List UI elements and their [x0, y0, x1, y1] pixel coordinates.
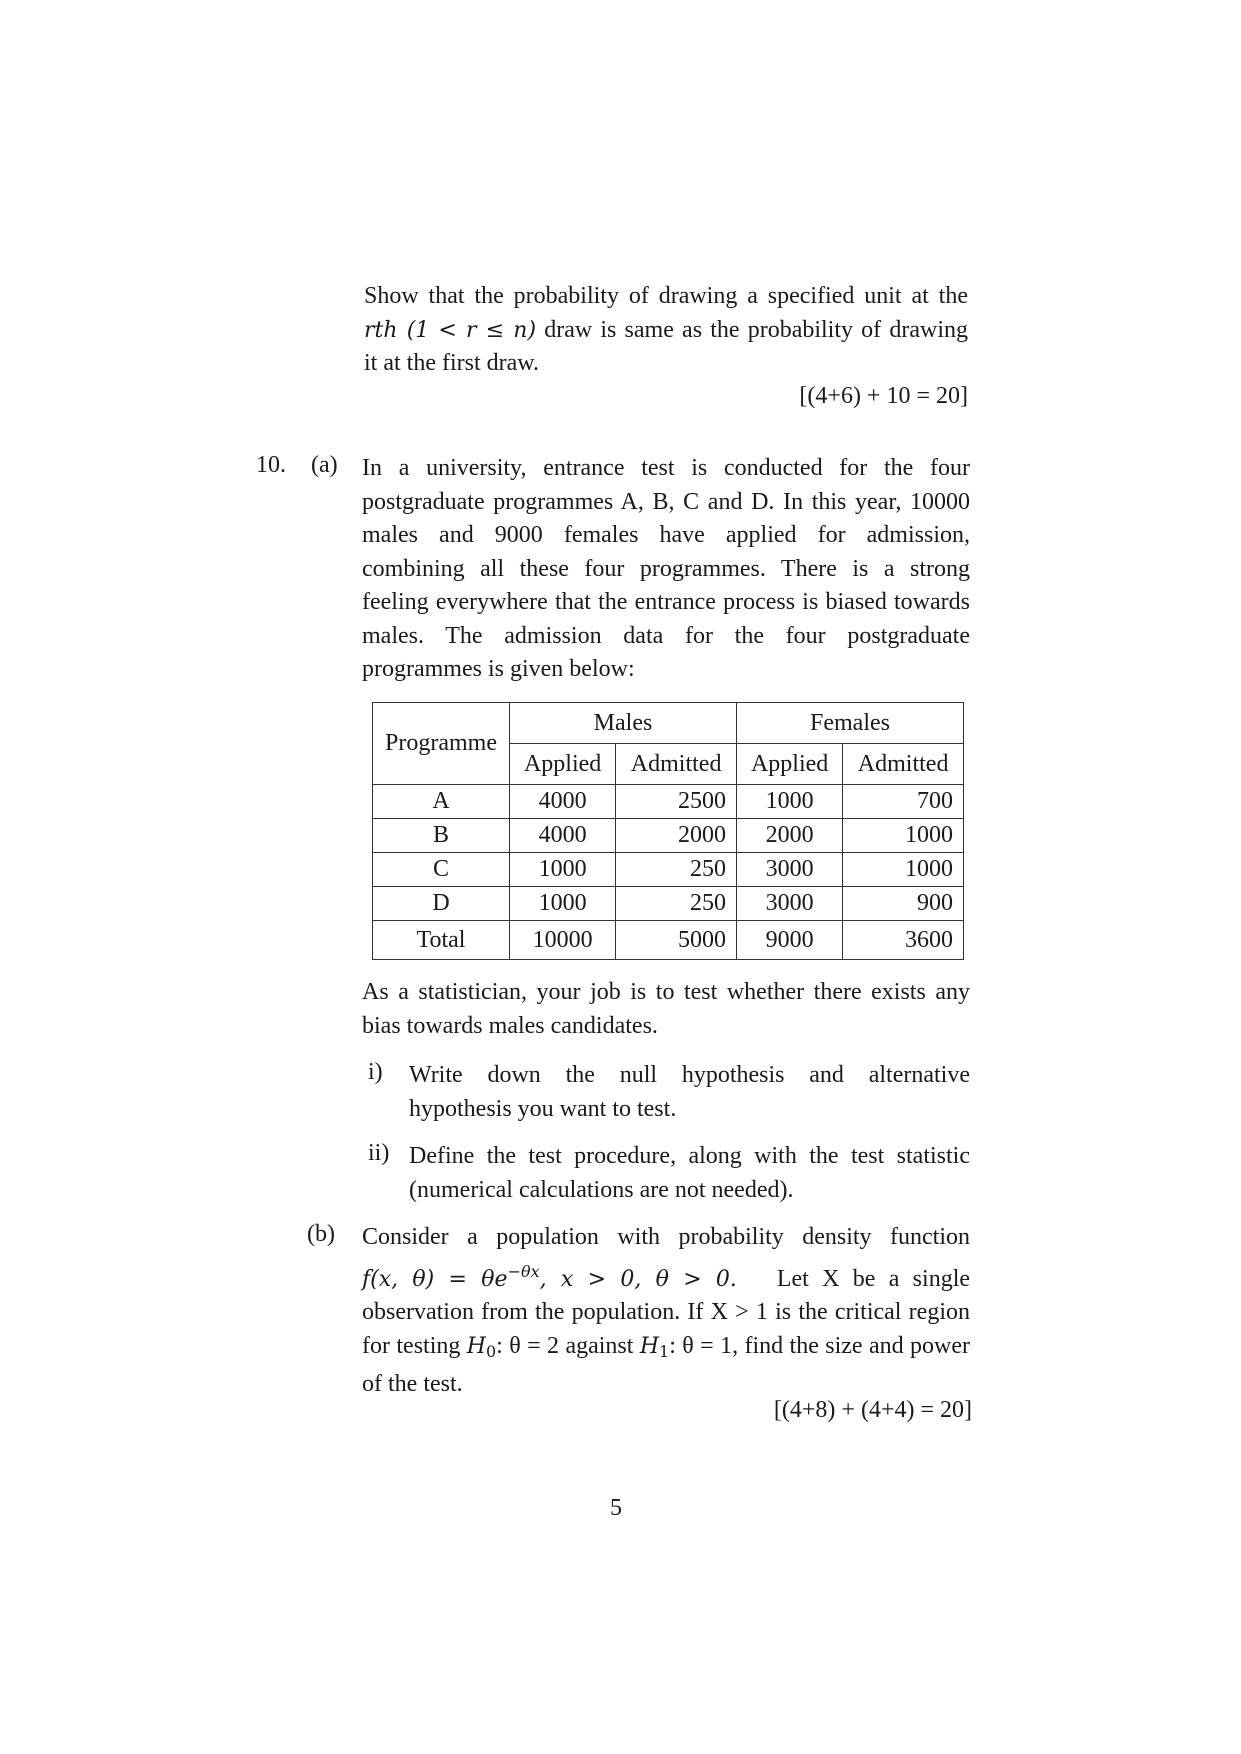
table-cell-programme: D [373, 887, 510, 921]
header-males: Males [510, 703, 737, 744]
table-cell-f-admitted: 700 [843, 785, 964, 819]
text-line: (numerical calculations are not needed). [409, 1176, 794, 1203]
intro-line-3: it at the first draw. [364, 350, 540, 376]
table-cell-f-admitted: 3600 [843, 921, 964, 960]
table-cell-f-applied: 3000 [736, 887, 842, 921]
text-line: Define the test procedure, along with the test statistic [409, 1143, 970, 1169]
part-b-line-1: Consider a population with probability density function [362, 1224, 970, 1250]
page-number: 5 [610, 1495, 622, 1521]
subpart-i-text [409, 1059, 970, 1126]
subpart-i-label: i) [368, 1059, 383, 1085]
table-cell-m-admitted: 250 [616, 853, 737, 887]
text-line: feeling everywhere that the entrance process is biased towards [362, 589, 970, 615]
part-a-paragraph [362, 452, 970, 687]
table-cell-programme: A [373, 785, 510, 819]
subpart-ii-label: ii) [368, 1140, 390, 1166]
table-cell-m-applied: 4000 [510, 819, 616, 853]
text-line: males. The admission data for the four postgraduate [362, 622, 970, 649]
part-b-line-4: for testing $H_0$: θ = 2 against $H_1$: θ = 1, find the size and power [362, 1332, 970, 1361]
intro-marks: [(4+6) + 10 = 20] [799, 383, 968, 409]
table-cell-f-applied: 2000 [736, 819, 842, 853]
table-cell-m-admitted: 2000 [616, 819, 737, 853]
header-males-applied: Applied [510, 744, 616, 785]
header-females: Females [736, 703, 963, 744]
table-cell-programme: Total [373, 921, 510, 960]
table-cell-m-applied: 1000 [510, 853, 616, 887]
part-b-line-5: of the test. [362, 1371, 463, 1397]
text-line: In a university, entrance test is conducted for the four [362, 455, 970, 481]
part-b-paragraph [362, 1221, 970, 1402]
text-line: hypothesis you want to test. [409, 1095, 677, 1122]
table-cell-f-applied: 9000 [736, 921, 842, 960]
table-cell-m-applied: 4000 [510, 785, 616, 819]
table-row [373, 887, 964, 921]
text-line: males and 9000 females have applied for admission, [362, 522, 970, 548]
table-cell-m-admitted: 250 [616, 887, 737, 921]
header-females-applied: Applied [736, 744, 842, 785]
part-b-line-3: observation from the population. If X > 1 is the critical region [362, 1299, 970, 1325]
table-row [373, 785, 964, 819]
table-row [373, 819, 964, 853]
text-line: bias towards males candidates. [362, 1012, 658, 1039]
header-programme: Programme [373, 703, 510, 785]
pdf-condition: , x > 0, θ > 0. [539, 1266, 737, 1292]
part-a-label: (a) [311, 452, 338, 478]
q10-marks: [(4+8) + (4+4) = 20] [773, 1397, 972, 1423]
header-males-admitted: Admitted [616, 744, 737, 785]
pdf-exponent: −θx [507, 1261, 540, 1281]
table-cell-f-applied: 3000 [736, 853, 842, 887]
text-line: Write down the null hypothesis and alternative [409, 1062, 970, 1088]
table-cell-m-admitted: 5000 [616, 921, 737, 960]
part-b-let: Let X be a single [776, 1265, 971, 1292]
intro-line-2: rth (1 < r ≤ n) draw is same as the probability of drawing [364, 316, 968, 343]
table-cell-f-admitted: 1000 [843, 819, 964, 853]
alt-hypothesis: H [639, 1333, 660, 1359]
table-total-row [373, 921, 964, 960]
intro-math: rth (1 < r ≤ n) [364, 317, 537, 343]
part-b-line-2 [362, 1255, 970, 1297]
pdf-formula: f(x, θ) = θe [362, 1266, 508, 1292]
null-hypothesis: H [466, 1333, 486, 1359]
intro-paragraph [364, 280, 968, 381]
intro-line-1: Show that the probability of drawing a specified unit at the [364, 283, 968, 309]
table-cell-f-admitted: 1000 [843, 853, 964, 887]
subpart-ii-text [409, 1140, 970, 1207]
after-table-paragraph [362, 976, 970, 1043]
table-row [373, 853, 964, 887]
header-females-admitted: Admitted [843, 744, 964, 785]
table-cell-m-applied: 10000 [510, 921, 616, 960]
table-cell-programme: C [373, 853, 510, 887]
table-cell-f-applied: 1000 [736, 785, 842, 819]
table-cell-f-admitted: 900 [843, 887, 964, 921]
table-cell-m-admitted: 2500 [616, 785, 737, 819]
part-b-label: (b) [307, 1221, 335, 1247]
text-line: As a statistician, your job is to test whether there exists any [362, 979, 970, 1005]
table-cell-m-applied: 1000 [510, 887, 616, 921]
text-line: programmes is given below: [362, 656, 635, 682]
text-line: postgraduate programmes A, B, C and D. In this year, 10000 [362, 488, 970, 515]
table-cell-programme: B [373, 819, 510, 853]
text-line: combining all these four programmes. There is a strong [362, 555, 970, 582]
admission-table [372, 702, 964, 960]
question-number: 10. [256, 452, 286, 478]
